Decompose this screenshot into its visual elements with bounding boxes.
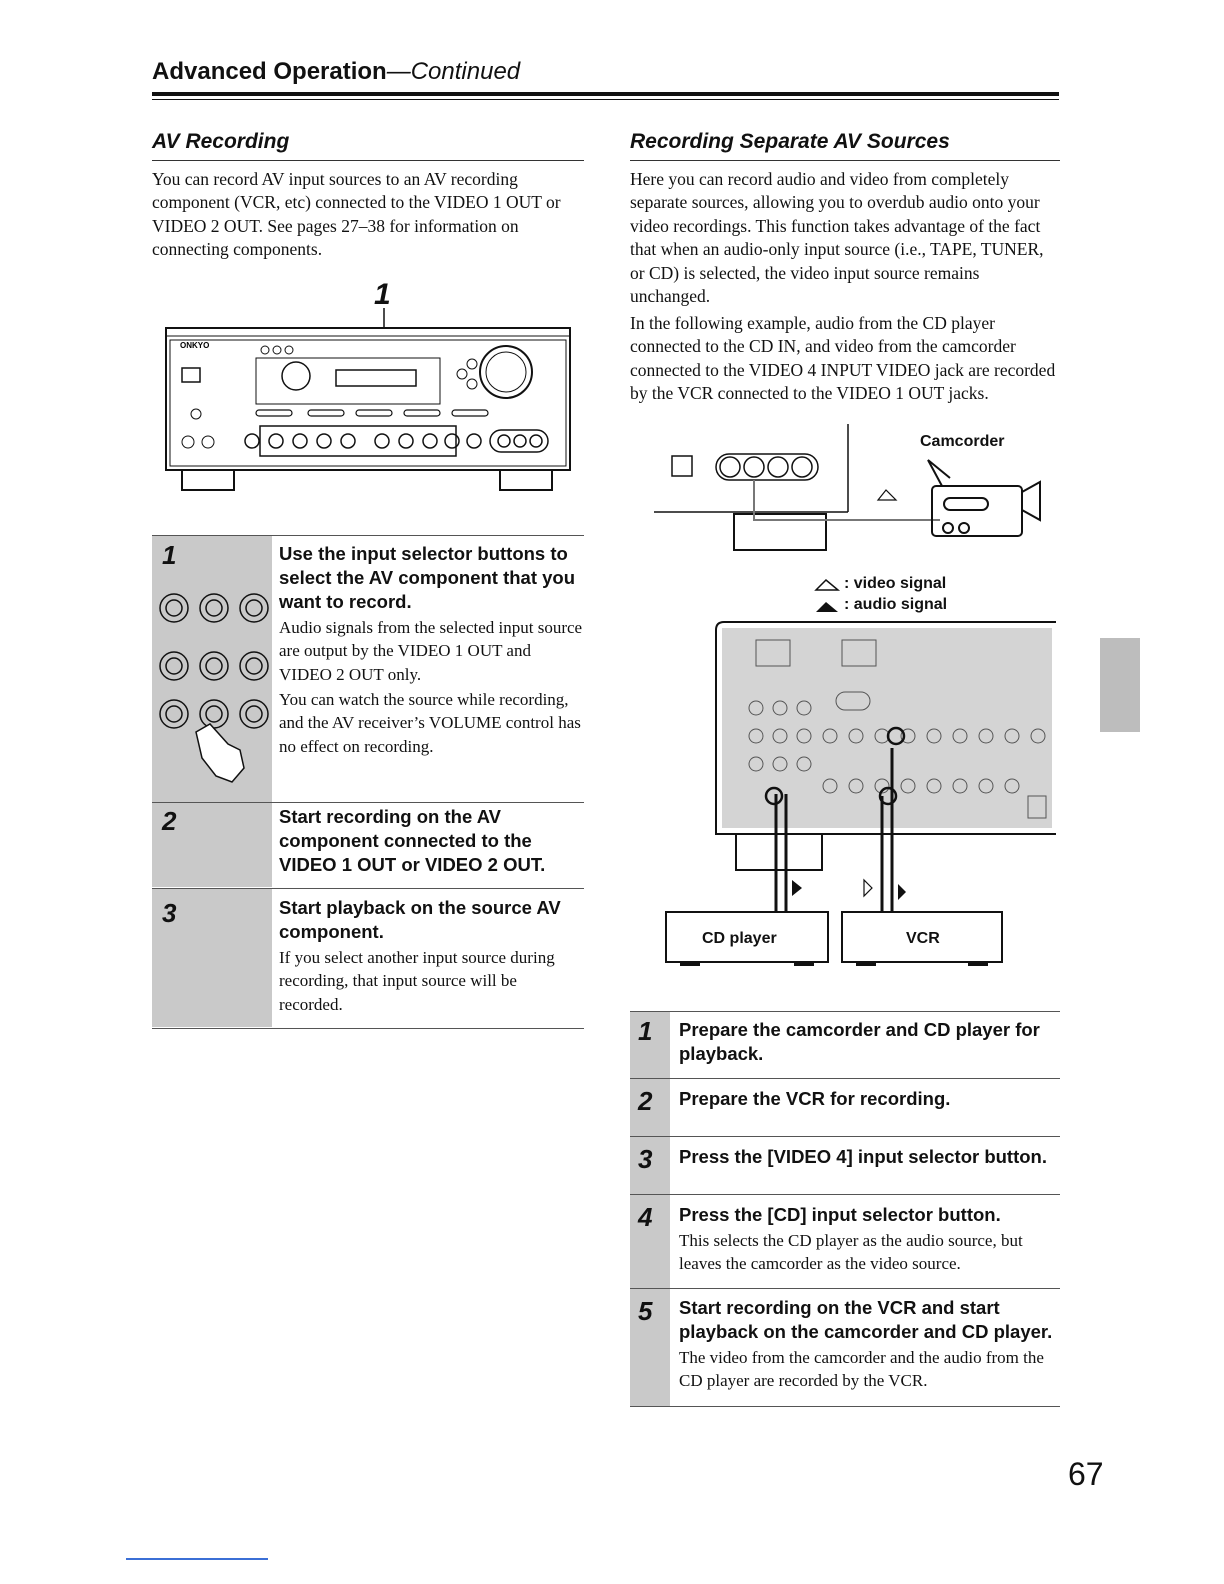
right-step-5-number: 5 (638, 1296, 653, 1326)
av-recording-intro: You can record AV input sources to an AV recording component (VCR, etc) connected to the VIDEO 1 OUT or VIDEO 2 OUT. See pages 27–38 for information on connecting components. (152, 169, 561, 260)
legend-audio-signal: : audio signal (844, 596, 948, 613)
right-step-4-body: This selects the CD player as the audio source, but leaves the camcorder as the video source. (679, 1231, 1023, 1274)
right-step-5-body: The video from the camcorder and the audio from the CD player are recorded by the VCR. (679, 1348, 1044, 1391)
left-step-2-number: 2 (162, 806, 177, 836)
separate-av-rule (630, 160, 1060, 161)
right-step-2-heading: Prepare the VCR for recording. (679, 1088, 951, 1109)
camcorder-label: Camcorder (920, 433, 1005, 450)
left-step-1-body-1: Audio signals from the selected input source are output by the VIDEO 1 OUT and VIDEO 2 OUT only. (279, 618, 583, 684)
page-header-title (152, 58, 520, 86)
right-step3-top-rule (630, 1136, 1060, 1137)
header-rule-thin (152, 99, 1059, 100)
right-step1-top-rule (630, 1011, 1060, 1012)
right-step-5-heading: Start recording on the VCR and start playback on the camcorder and CD player. (679, 1297, 1053, 1342)
right-step2-top-rule (630, 1078, 1060, 1079)
receiver-brand: ONKYO (180, 341, 210, 350)
header-rule-thick (152, 92, 1059, 96)
left-step-2-heading: Start recording on the AV component connected to the VIDEO 1 OUT or VIDEO 2 OUT. (279, 806, 546, 875)
input-selector-buttons-illustration (152, 536, 272, 802)
left-step-1-heading: Use the input selector buttons to select the AV component that you want to record. (279, 543, 576, 612)
separate-av-title: Recording Separate AV Sources (630, 130, 950, 153)
left-step-1-number: 1 (162, 540, 177, 570)
left-step-3-body: If you select another input source during recording, that input source will be recorded. (279, 948, 555, 1014)
right-step4-top-rule (630, 1194, 1060, 1195)
cd-player-label: CD player (702, 930, 777, 947)
callout-number: 1 (374, 278, 391, 311)
right-step-3-heading: Press the [VIDEO 4] input selector button. (679, 1146, 1047, 1167)
separate-av-intro-1: Here you can record audio and video from completely separate sources, allowing you to overdub audio onto your video recordings. This function takes advantage of the fact that when an audio-only input source (i.e., TAPE, TUNER, or CD) is selected, the video input source remains unchanged. (630, 169, 1044, 307)
signal-legend-icons (812, 576, 842, 616)
left-steps-bottom-rule (152, 1028, 584, 1029)
page-number: 67 (1068, 1456, 1104, 1492)
left-step-3-heading: Start playback on the source AV component. (279, 897, 561, 942)
separate-av-intro-2: In the following example, audio from the CD player connected to the CD IN, and video from the camcorder connected to the VIDEO 4 INPUT VIDEO jack are recorded by the VCR connected to the VIDEO 1 OUT jacks. (630, 313, 1056, 404)
left-step-3-number: 3 (162, 898, 177, 928)
right-step5-top-rule (630, 1288, 1060, 1289)
legend-video-signal: : video signal (844, 575, 947, 592)
right-steps-bottom-rule (630, 1406, 1060, 1407)
right-step-4-heading: Press the [CD] input selector button. (679, 1204, 1001, 1225)
footer-link-line (126, 1558, 268, 1560)
av-recording-title: AV Recording (152, 130, 290, 153)
header-continued: —Continued (386, 58, 521, 85)
av-recording-rule (152, 160, 584, 161)
rear-panel-diagram (660, 618, 1060, 978)
header-title-text: Advanced Operation (152, 58, 387, 85)
right-step-1-number: 1 (638, 1016, 653, 1046)
receiver-front-panel-illustration (160, 300, 580, 500)
right-step-1-heading: Prepare the camcorder and CD player for playback. (679, 1019, 1040, 1064)
section-side-tab (1100, 638, 1140, 732)
right-step-4-number: 4 (638, 1202, 653, 1232)
right-step-2-number: 2 (638, 1086, 653, 1116)
vcr-label: VCR (906, 930, 940, 947)
left-step-1-body-2: You can watch the source while recording, and the AV receiver’s VOLUME control has no effect on recording. (279, 690, 581, 756)
right-step-3-number: 3 (638, 1144, 653, 1174)
